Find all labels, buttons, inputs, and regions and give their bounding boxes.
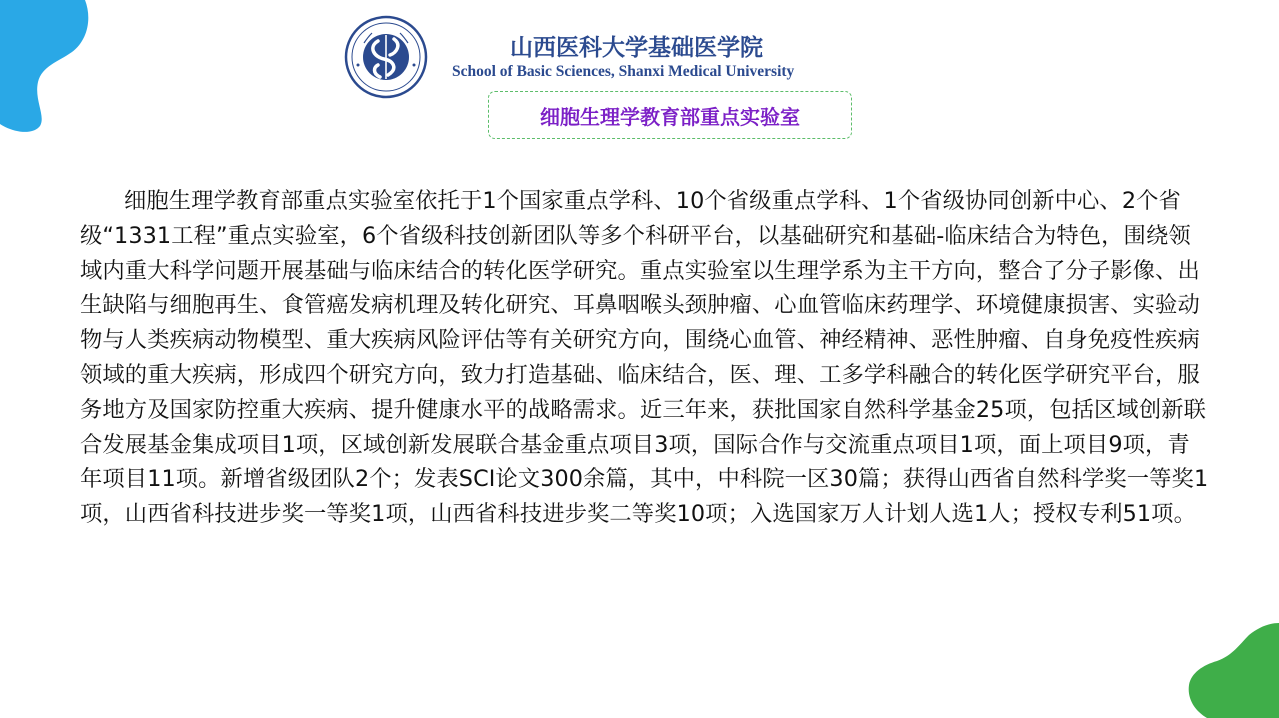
bottom-right-green-blob — [1179, 623, 1279, 718]
school-title-chinese: 山西医科大学基础医学院 — [510, 35, 763, 61]
university-logo — [344, 15, 428, 99]
lab-name: 细胞生理学教育部重点实验室 — [540, 104, 800, 129]
school-title-english: School of Basic Sciences, Shanxi Medical University — [452, 63, 795, 80]
lab-name-box — [488, 91, 852, 139]
page-header — [344, 10, 884, 160]
top-left-blue-blob — [0, 0, 140, 140]
lab-introduction-paragraph: 细胞生理学教育部重点实验室依托于1个国家重点学科、10个省级重点学科、1个省级协同创新中心、2个省级“1331工程”重点实验室，6个省级科技创新团队等多个科研平台，以基础研究和基础-临床结合为特色，围绕领域内重大科学问题开展基础与临床结合的转化医学研究。重点实验室以生理学系为主干方向，整合了分子影像、出生缺陷与细胞再生、食管癌发病机理及转化研究、耳鼻咽喉头颈肿瘤、心血管临床药理学、环境健康损害、实验动物与人类疾病动物模型、重大疾病风险评估等有关研究方向，围绕心血管、神经精神、恶性肿瘤、自身免疫性疾病领域的重大疾病，形成四个研究方向，致力打造基础、临床结合，医、理、工多学科融合的转化医学研究平台，服务地方及国家防控重大疾病、提升健康水平的战略需求。近三年来，获批国家自然科学基金25项，包括区域创新联合发展基金集成项目1项，区域创新发展联合基金重点项目3项，国际合作与交流重点项目1项，面上项目9项，青年项目11项。新增省级团队2个；发表SCI论文300余篇，其中，中科院一区30篇；获得山西省自然科学奖一等奖1项，山西省科技进步奖一等奖1项，山西省科技进步奖二等奖10项；入选国家万人计划人选1人；授权专利51项。 — [80, 188, 1209, 528]
